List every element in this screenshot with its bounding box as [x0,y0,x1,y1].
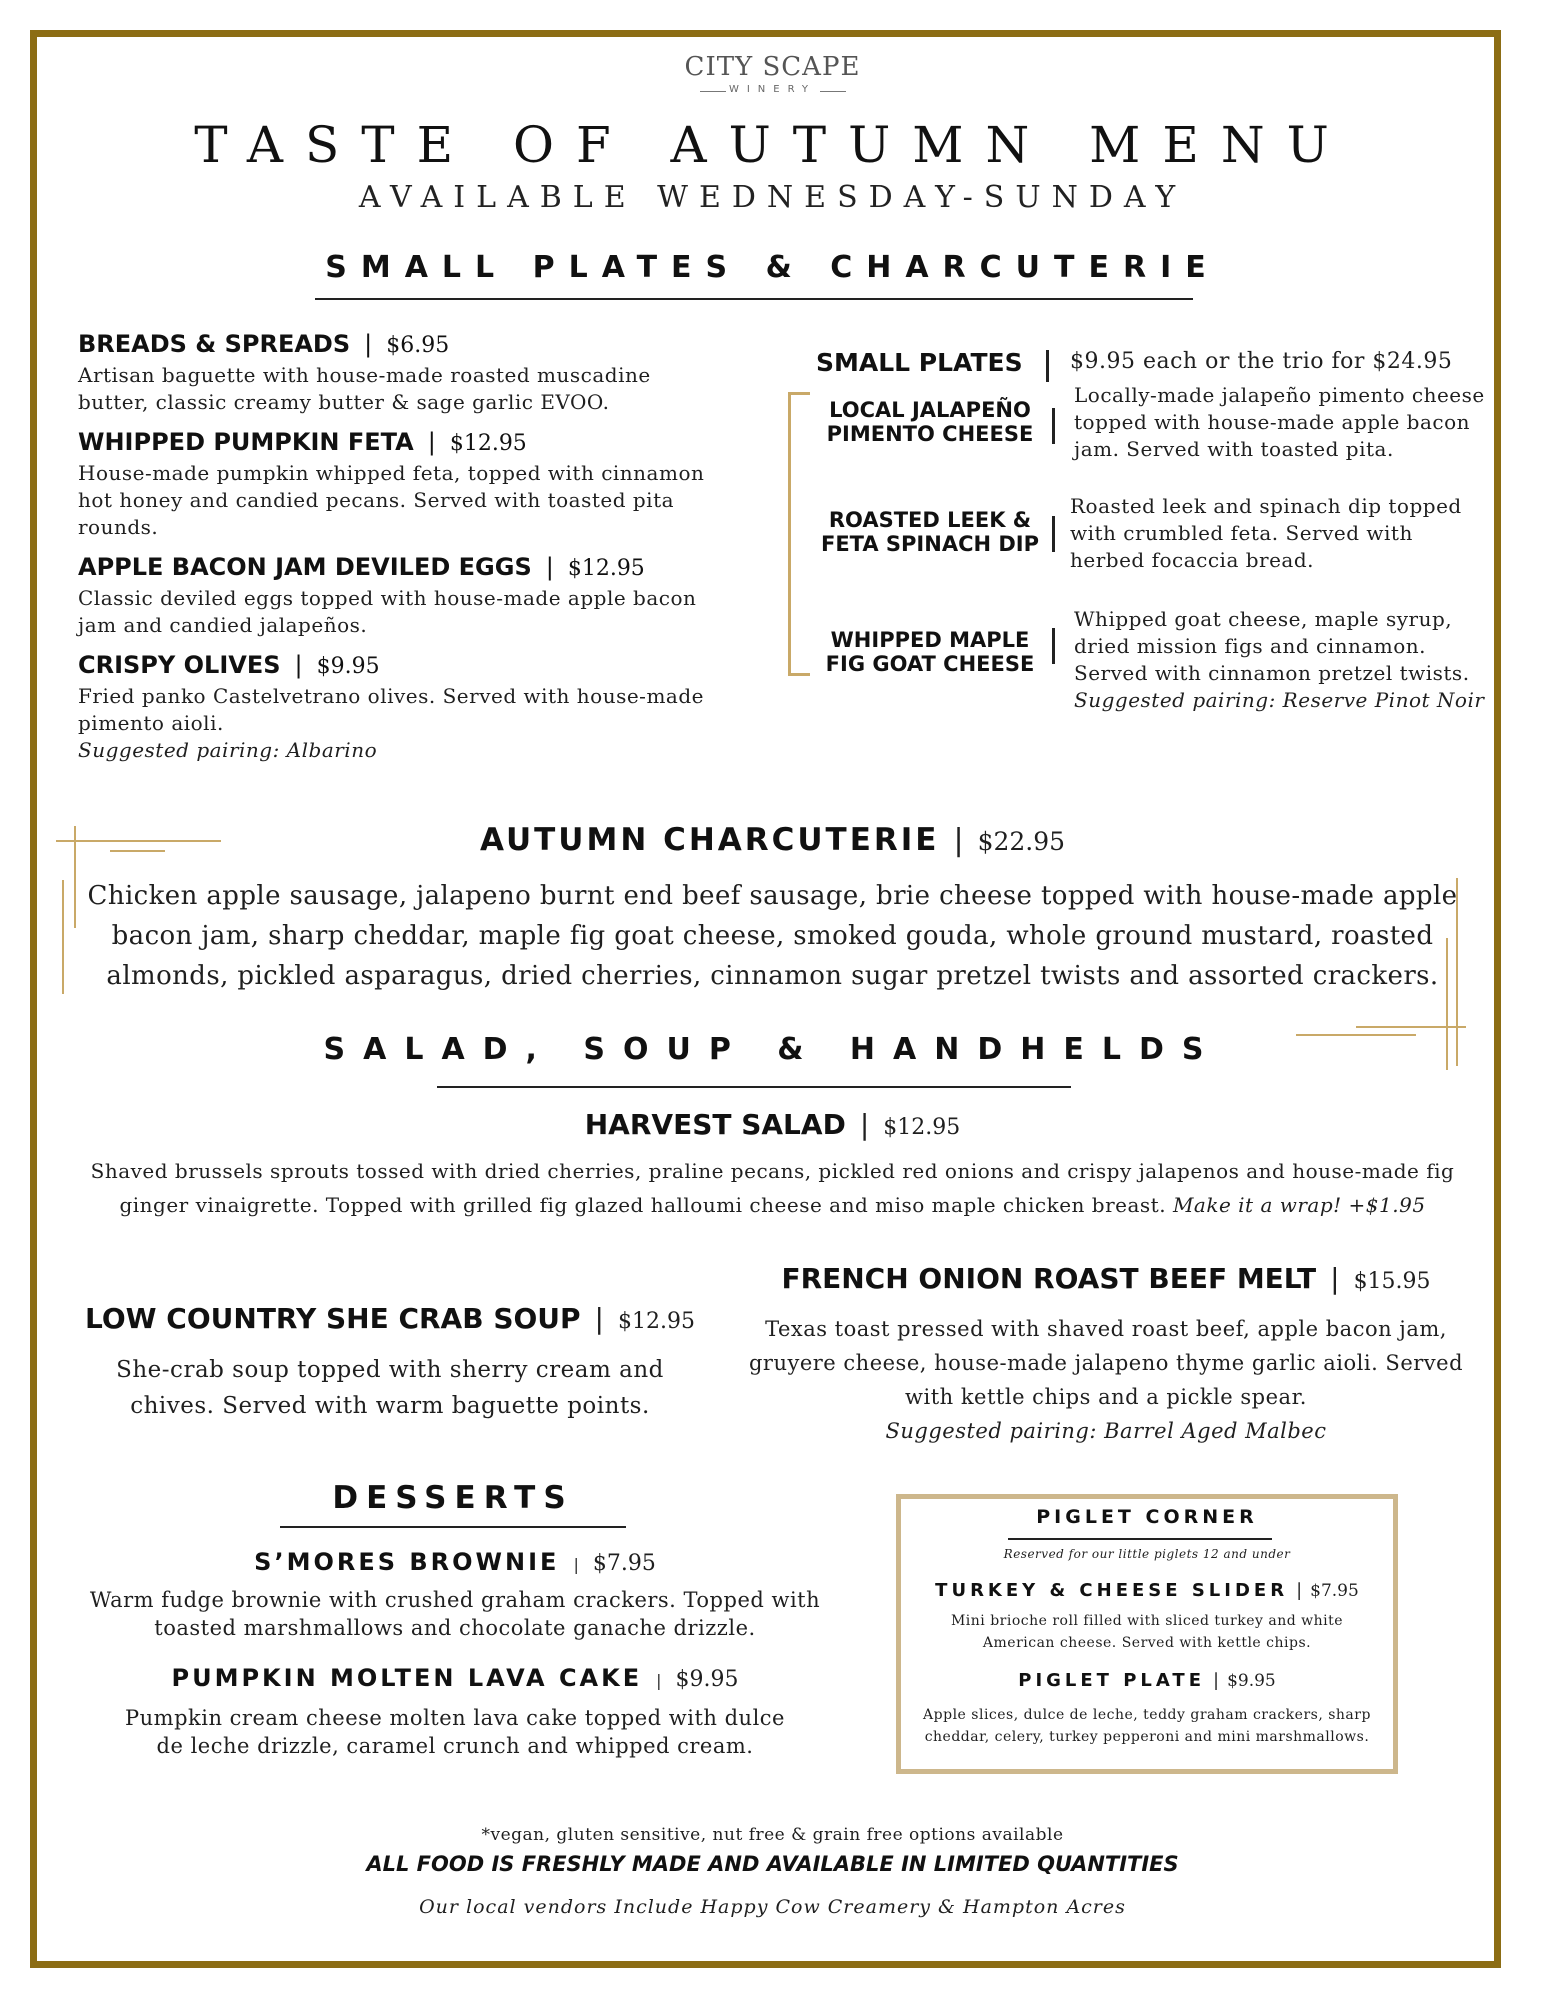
piglet-item-header [896,1580,1398,1601]
separator: | [1296,1580,1303,1601]
piglet-note: Reserved for our little piglets 12 and under [1003,1547,1291,1561]
desc-line: Shaved brussels sprouts tossed with dried cherries, praline pecans, pickled red onions and crispy jalapenos and house-made fig [90,1159,1455,1183]
item-description [78,585,758,639]
item-price: $12.95 [449,431,527,456]
section-heading-small-plates: SMALL PLATES & CHARCUTERIE [325,250,1220,285]
separator: | [294,651,303,679]
item-header [78,651,758,679]
item-header [78,553,758,581]
separator [1046,350,1049,382]
item-header [78,428,758,456]
item-price: $9.95 [1227,1671,1276,1691]
section-rule [280,1526,626,1528]
piglet-item-description [896,1610,1398,1654]
charcuterie-description [0,876,1545,996]
item-name: CRISPY OLIVES [78,651,281,679]
desc-line: She-crab soup topped with sherry cream and [116,1357,664,1383]
desc-line: American cheese. Served with kettle chips. [982,1635,1312,1651]
wrap-upsell: Make it a wrap! +$1.95 [1172,1193,1426,1217]
separator: | [1330,1262,1340,1295]
desc-line [0,1188,1545,1222]
separator: | [364,330,373,358]
item-name: PUMPKIN MOLTEN LAVA CAKE [171,1664,643,1692]
desc-line: House-made pumpkin whipped feta, topped with cinnamon [78,461,705,485]
name-line: FIG GOAT CHEESE [825,652,1035,676]
item-price: $6.95 [386,333,450,358]
small-plate-name [810,398,1050,446]
desc-line: Pumpkin cream cheese molten lava cake topped with dulce [125,1706,785,1730]
menu-item [78,428,758,541]
desc-line: Apple slices, dulce de leche, teddy graham crackers, sharp [923,1707,1371,1723]
desc-line: Served with cinnamon pretzel twists. [1074,661,1470,685]
separator: | [656,1671,662,1690]
charcuterie-header [0,822,1545,858]
desc-line: bacon jam, sharp cheddar, maple fig goat cheese, smoked gouda, whole ground mustard, roasted [111,921,1434,951]
desc-line: jam. Served with toasted pita. [1074,437,1394,461]
desc-line: chives. Served with warm baguette points. [130,1393,650,1419]
desc-line: with crumbled feta. Served with [1070,521,1413,545]
melt-description [746,1312,1466,1448]
harvest-salad-description [0,1154,1545,1222]
item-name: WHIPPED PUMPKIN FETA [78,428,414,456]
separator: | [1213,1670,1220,1691]
item-name: FRENCH ONION ROAST BEEF MELT [781,1262,1317,1295]
item-price: $15.95 [1353,1269,1431,1294]
desc-line: dried mission figs and cinnamon. [1074,634,1427,658]
small-plates-price-note: $9.95 each or the trio for $24.95 [1070,349,1453,374]
item-name: TURKEY & CHEESE SLIDER [935,1580,1289,1601]
small-plates-title: SMALL PLATES [816,348,1023,377]
section-rule [1008,1538,1272,1540]
desc-line: with kettle chips and a pickle spear. [905,1385,1307,1409]
local-vendors-note: Our local vendors Include Happy Cow Creamery & Hampton Acres [419,1896,1126,1918]
item-description [78,683,758,764]
section-heading-salad: SALAD, SOUP & HANDHELDS [323,1032,1222,1067]
name-line: PIMENTO CHEESE [826,422,1034,446]
desc-line: cheddar, celery, turkey pepperoni and mini marshmallows. [924,1729,1370,1745]
desc-line: de leche drizzle, caramel crunch and whipped cream. [156,1734,754,1758]
dessert-header [80,1548,830,1576]
item-price: $9.95 [316,654,380,679]
menu-subtitle: AVAILABLE WEDNESDAY-SUNDAY [358,180,1187,215]
separator: | [594,1302,604,1335]
desc-line: Warm fudge brownie with crushed graham crackers. Topped with [89,1588,821,1612]
desc-line: Whipped goat cheese, maple syrup, [1074,607,1453,631]
piglet-item-description [896,1704,1398,1748]
suggested-pairing: Suggested pairing: Albarino [78,738,378,762]
menu-item [78,553,758,639]
dessert-description [80,1704,830,1760]
name-line: WHIPPED MAPLE [830,628,1030,652]
name-line: ROASTED LEEK & [828,508,1032,532]
left-item-list [78,330,758,764]
section-heading-desserts: DESSERTS [332,1480,574,1516]
desc-line: Artisan baguette with house-made roasted muscadine [78,363,651,387]
desc-line: toasted marshmallows and chocolate ganache drizzle. [154,1616,756,1640]
item-name: PIGLET PLATE [1018,1670,1205,1691]
desc-line: topped with house-made apple bacon [1074,410,1470,434]
small-plate-name [810,508,1050,556]
menu-item [78,651,758,764]
desc-line: Texas toast pressed with shaved roast beef, apple bacon jam, [765,1317,1447,1341]
desc-line: Roasted leek and spinach dip topped [1070,494,1462,518]
separator [1052,628,1055,664]
desc-line: jam and candied jalapeños. [78,613,368,637]
desc-line: pimento aioli. [78,711,224,735]
dietary-options-note: *vegan, gluten sensitive, nut free & grain free options available [481,1825,1064,1845]
bracket-line [788,673,810,676]
desc-line: herbed focaccia bread. [1070,548,1315,572]
desc-line: gruyere cheese, house-made jalapeno thyme garlic aioli. Served [748,1351,1464,1375]
brand-logo-name: CITY SCAPE [684,52,861,82]
desc-line: Mini brioche roll filled with sliced turkey and white [950,1613,1344,1629]
item-description [78,362,758,416]
item-name: S’MORES BROWNIE [254,1548,560,1576]
dessert-header [80,1664,830,1692]
item-name: AUTUMN CHARCUTERIE [479,822,940,858]
item-name: BREADS & SPREADS [78,330,351,358]
item-description [78,460,758,541]
harvest-salad-header [0,1108,1545,1141]
item-price: $12.95 [883,1115,961,1140]
desc-line: hot honey and candied pecans. Served with toasted pita [78,488,675,512]
small-plate-description [1070,493,1490,574]
desc-line: Locally-made jalapeño pimento cheese [1074,383,1485,407]
desc-line: almonds, pickled asparagus, dried cherries, cinnamon sugar pretzel twists and assorted crackers. [106,961,1439,991]
section-rule [437,1086,1071,1088]
bracket-line [788,392,791,676]
small-plate-description [1074,606,1494,714]
item-name: HARVEST SALAD [584,1108,846,1141]
separator: | [545,553,554,581]
small-plate-description [1074,382,1494,463]
desc-line: Classic deviled eggs topped with house-made apple bacon [78,586,697,610]
menu-title: TASTE OF AUTUMN MENU [194,116,1351,174]
desc-line: butter, classic creamy butter & sage garlic EVOO. [78,390,610,414]
desc-text: ginger vinaigrette. Topped with grilled fig glazed halloumi cheese and miso maple chicken breast. [119,1193,1167,1217]
item-price: $7.95 [1310,1581,1359,1601]
piglet-item-header [896,1670,1398,1691]
section-rule [315,298,1193,300]
item-price: $9.95 [675,1667,739,1692]
item-name: LOW COUNTRY SHE CRAB SOUP [85,1302,581,1335]
menu-item [78,330,758,416]
item-header [78,330,758,358]
separator [1052,408,1055,444]
fresh-notice: ALL FOOD IS FRESHLY MADE AND AVAILABLE IN LIMITED QUANTITIES [366,1852,1179,1876]
melt-header [746,1262,1466,1295]
item-price: $12.95 [617,1309,695,1334]
small-plate-name [810,628,1050,676]
separator [1052,516,1055,552]
item-name: APPLE BACON JAM DEVILED EGGS [78,553,532,581]
separator: | [427,428,436,456]
separator: | [573,1555,579,1574]
desc-line: Chicken apple sausage, jalapeno burnt end beef sausage, brie cheese topped with house-made apple [87,881,1458,911]
item-price: $22.95 [977,827,1066,856]
desc-line: Fried panko Castelvetrano olives. Served with house-made [78,684,704,708]
separator: | [859,1108,870,1141]
item-price: $7.95 [592,1551,656,1576]
suggested-pairing: Suggested pairing: Barrel Aged Malbec [885,1419,1327,1443]
name-line: FETA SPINACH DIP [820,532,1040,556]
name-line: LOCAL JALAPEÑO [829,398,1031,422]
bracket-line [788,392,810,395]
soup-header [60,1302,720,1335]
soup-description [60,1352,720,1424]
desc-line: rounds. [78,515,159,539]
dessert-description [80,1586,830,1642]
item-price: $12.95 [567,556,645,581]
brand-logo-sub: WINERY [728,84,817,95]
separator: | [953,823,964,858]
piglet-corner-title: PIGLET CORNER [1036,1506,1258,1528]
decor-line [1356,1026,1466,1028]
suggested-pairing: Suggested pairing: Reserve Pinot Noir [1074,688,1485,712]
brand-divider-right [820,91,846,92]
